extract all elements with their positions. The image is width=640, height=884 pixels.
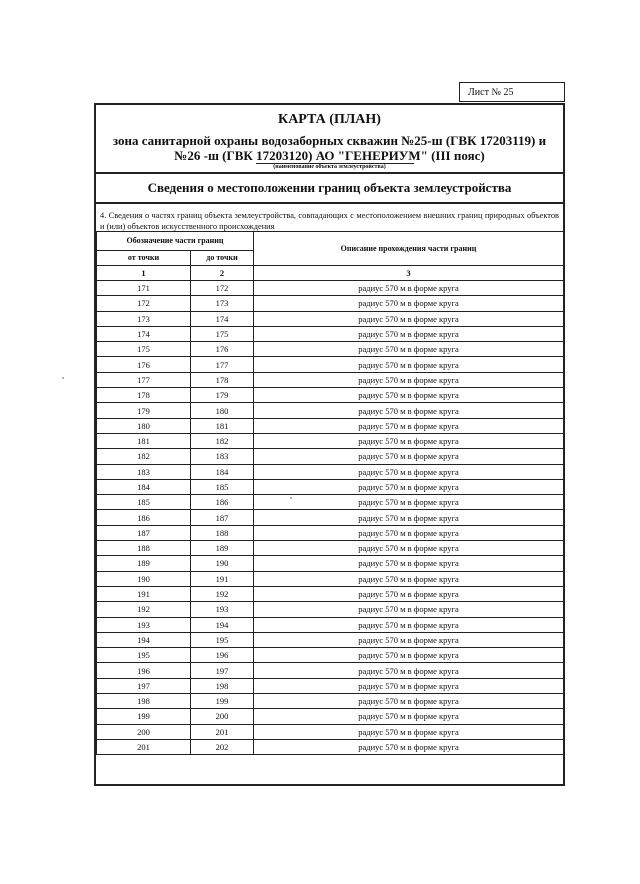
table-row	[97, 296, 564, 311]
table-row	[97, 357, 564, 372]
table-row	[97, 342, 564, 357]
from-point-cell: 182	[97, 449, 191, 464]
sheet-number: Лист № 25	[468, 87, 514, 98]
column-number: 1	[97, 266, 191, 281]
to-point-cell: 186	[191, 495, 254, 510]
to-point-cell: 181	[191, 418, 254, 433]
description-cell: радиус 570 м в форме круга	[254, 525, 564, 540]
description-cell: радиус 570 м в форме круга	[254, 495, 564, 510]
description-cell: радиус 570 м в форме круга	[254, 602, 564, 617]
from-point-cell: 175	[97, 342, 191, 357]
description-cell: радиус 570 м в форме круга	[254, 571, 564, 586]
from-point-cell: 181	[97, 433, 191, 448]
table-row	[97, 556, 564, 571]
table-row	[97, 663, 564, 678]
object-name: зона санитарной охраны водозаборных скважин №25-ш (ГВК 17203119) и №26 -ш (ГВК 17203120) АО "ГЕНЕРИУМ" (III пояс)	[112, 133, 547, 163]
description-cell: радиус 570 м в форме круга	[254, 510, 564, 525]
from-point-cell: 172	[97, 296, 191, 311]
to-point-cell: 172	[191, 281, 254, 296]
to-point-cell: 192	[191, 586, 254, 601]
from-point-cell: 200	[97, 724, 191, 739]
table-row	[97, 326, 564, 341]
to-point-cell: 187	[191, 510, 254, 525]
from-point-cell: 197	[97, 678, 191, 693]
description-cell: радиус 570 м в форме круга	[254, 724, 564, 739]
table-row	[97, 739, 564, 754]
description-cell: радиус 570 м в форме круга	[254, 372, 564, 387]
from-point-header: от точки	[97, 251, 191, 266]
from-point-cell: 187	[97, 525, 191, 540]
description-cell: радиус 570 м в форме круга	[254, 388, 564, 403]
from-point-cell: 196	[97, 663, 191, 678]
table-row	[97, 586, 564, 601]
table-row	[97, 709, 564, 724]
to-point-cell: 191	[191, 571, 254, 586]
to-point-cell: 195	[191, 632, 254, 647]
table-row	[97, 388, 564, 403]
from-point-cell: 186	[97, 510, 191, 525]
description-cell: радиус 570 м в форме круга	[254, 709, 564, 724]
table-row	[97, 495, 564, 510]
description-cell: радиус 570 м в форме круга	[254, 479, 564, 494]
table-row	[97, 571, 564, 586]
description-cell: радиус 570 м в форме круга	[254, 694, 564, 709]
table-row	[97, 510, 564, 525]
table-row	[97, 632, 564, 647]
description-cell: радиус 570 м в форме круга	[254, 357, 564, 372]
to-point-cell: 200	[191, 709, 254, 724]
description-cell: радиус 570 м в форме круга	[254, 632, 564, 647]
to-point-cell: 178	[191, 372, 254, 387]
description-cell: радиус 570 м в форме круга	[254, 418, 564, 433]
from-point-cell: 177	[97, 372, 191, 387]
to-point-cell: 196	[191, 648, 254, 663]
from-point-cell: 198	[97, 694, 191, 709]
to-point-cell: 198	[191, 678, 254, 693]
description-cell: радиус 570 м в форме круга	[254, 326, 564, 341]
description-cell: радиус 570 м в форме круга	[254, 648, 564, 663]
boundary-table-body	[97, 232, 564, 755]
from-point-cell: 176	[97, 357, 191, 372]
table-row	[97, 479, 564, 494]
boundary-table	[96, 231, 564, 755]
from-point-cell: 195	[97, 648, 191, 663]
sheet-number-box	[459, 82, 565, 102]
description-cell: радиус 570 м в форме круга	[254, 617, 564, 632]
description-cell: радиус 570 м в форме круга	[254, 449, 564, 464]
description-cell: радиус 570 м в форме круга	[254, 464, 564, 479]
to-point-cell: 174	[191, 311, 254, 326]
to-point-header: до точки	[191, 251, 254, 266]
to-point-cell: 176	[191, 342, 254, 357]
description-cell: радиус 570 м в форме круга	[254, 342, 564, 357]
from-point-cell: 178	[97, 388, 191, 403]
map-title: КАРТА (ПЛАН)	[278, 112, 381, 127]
description-header: Описание прохождения части границ	[254, 232, 564, 266]
from-point-cell: 185	[97, 495, 191, 510]
from-point-cell: 190	[97, 571, 191, 586]
to-point-cell: 175	[191, 326, 254, 341]
column-number: 3	[254, 266, 564, 281]
from-point-cell: 188	[97, 541, 191, 556]
table-row	[97, 694, 564, 709]
to-point-cell: 199	[191, 694, 254, 709]
description-cell: радиус 570 м в форме круга	[254, 663, 564, 678]
from-point-cell: 179	[97, 403, 191, 418]
to-point-cell: 185	[191, 479, 254, 494]
from-point-cell: 173	[97, 311, 191, 326]
divider	[96, 172, 563, 174]
from-point-cell: 199	[97, 709, 191, 724]
section-4-description: 4. Сведения о частях границ объекта землеустройства, совпадающих с местоположением внешних границ природных объектов и (или) объектов искусственного происхождения	[100, 211, 559, 231]
table-row	[97, 525, 564, 540]
table-row	[97, 724, 564, 739]
to-point-cell: 188	[191, 525, 254, 540]
description-cell: радиус 570 м в форме круга	[254, 281, 564, 296]
table-row	[97, 372, 564, 387]
to-point-cell: 201	[191, 724, 254, 739]
description-cell: радиус 570 м в форме круга	[254, 403, 564, 418]
section-title: Сведения о местоположении границ объекта землеустройства	[147, 180, 512, 195]
table-row	[97, 617, 564, 632]
description-cell: радиус 570 м в форме круга	[254, 586, 564, 601]
to-point-cell: 190	[191, 556, 254, 571]
table-row	[97, 403, 564, 418]
from-point-cell: 174	[97, 326, 191, 341]
to-point-cell: 183	[191, 449, 254, 464]
table-row	[97, 648, 564, 663]
divider	[96, 202, 563, 204]
table-row	[97, 418, 564, 433]
to-point-cell: 184	[191, 464, 254, 479]
table-row	[97, 449, 564, 464]
table-header-row	[97, 232, 564, 251]
description-cell: радиус 570 м в форме круга	[254, 739, 564, 754]
group-header: Обозначение части границ	[97, 232, 254, 251]
description-cell: радиус 570 м в форме круга	[254, 433, 564, 448]
document-frame	[94, 103, 565, 786]
column-number-row	[97, 266, 564, 281]
description-cell: радиус 570 м в форме круга	[254, 556, 564, 571]
from-point-cell: 192	[97, 602, 191, 617]
from-point-cell: 201	[97, 739, 191, 754]
from-point-cell: 189	[97, 556, 191, 571]
table-row	[97, 433, 564, 448]
description-cell: радиус 570 м в форме круга	[254, 311, 564, 326]
to-point-cell: 202	[191, 739, 254, 754]
to-point-cell: 173	[191, 296, 254, 311]
column-number: 2	[191, 266, 254, 281]
to-point-cell: 180	[191, 403, 254, 418]
table-row	[97, 678, 564, 693]
description-cell: радиус 570 м в форме круга	[254, 678, 564, 693]
to-point-cell: 179	[191, 388, 254, 403]
to-point-cell: 189	[191, 541, 254, 556]
table-row	[97, 602, 564, 617]
table-row	[97, 281, 564, 296]
from-point-cell: 171	[97, 281, 191, 296]
from-point-cell: 183	[97, 464, 191, 479]
from-point-cell: 180	[97, 418, 191, 433]
scan-speck	[62, 377, 64, 379]
to-point-cell: 177	[191, 357, 254, 372]
description-cell: радиус 570 м в форме круга	[254, 541, 564, 556]
from-point-cell: 193	[97, 617, 191, 632]
to-point-cell: 194	[191, 617, 254, 632]
from-point-cell: 194	[97, 632, 191, 647]
description-cell: радиус 570 м в форме круга	[254, 296, 564, 311]
object-name-caption: (наименование объекта землеустройства)	[273, 164, 386, 170]
to-point-cell: 182	[191, 433, 254, 448]
table-row	[97, 541, 564, 556]
to-point-cell: 193	[191, 602, 254, 617]
table-row	[97, 311, 564, 326]
to-point-cell: 197	[191, 663, 254, 678]
from-point-cell: 184	[97, 479, 191, 494]
from-point-cell: 191	[97, 586, 191, 601]
table-row	[97, 464, 564, 479]
